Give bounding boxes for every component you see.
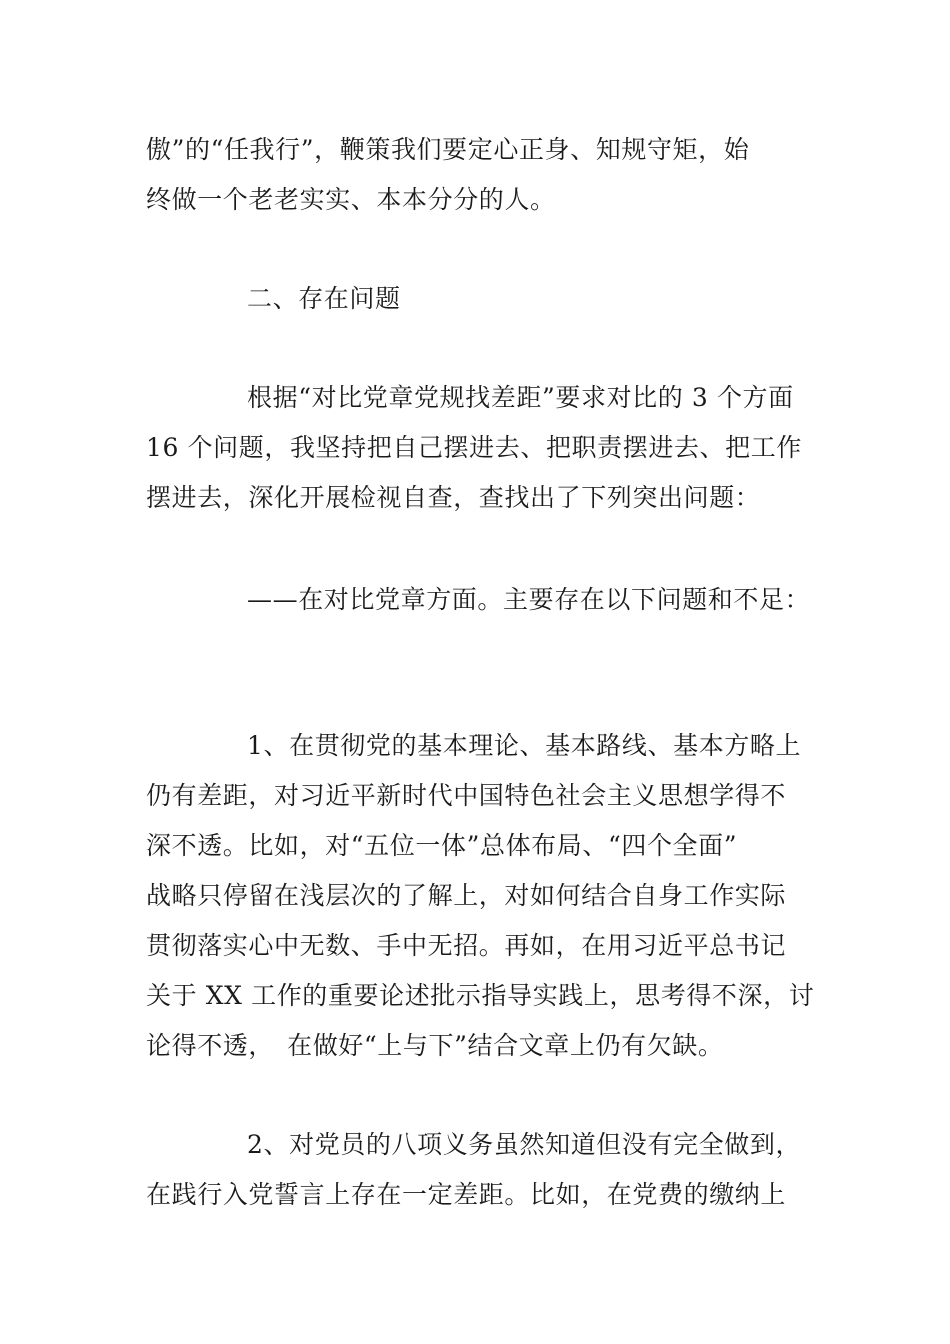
paragraph-line: 傲”的“任我行”，鞭策我们要定心正身、知规守矩，始 [146, 135, 750, 164]
paragraph-line: 贯彻落实心中无数、手中无招。再如，在用习近平总书记 [146, 931, 787, 960]
paragraph-line: 根据“对比党章党规找差距”要求对比的 3 个方面 [247, 383, 794, 412]
paragraph-line: 1、在贯彻党的基本理论、基本路线、基本方略上 [247, 731, 802, 760]
paragraph-line: 论得不透， 在做好“上与下”结合文章上仍有欠缺。 [146, 1031, 724, 1060]
paragraph-line: 关于 XX 工作的重要论述批示指导实践上，思考得不深，讨 [146, 981, 815, 1010]
paragraph-line: 16 个问题，我坚持把自己摆进去、把职责摆进去、把工作 [146, 433, 802, 462]
subheading: ——在对比党章方面。主要存在以下问题和不足： [247, 585, 811, 614]
paragraph-line: 在践行入党誓言上存在一定差距。比如，在党费的缴纳上 [146, 1180, 787, 1209]
paragraph-line: 摆进去，深化开展检视自查，查找出了下列突出问题： [146, 483, 761, 512]
paragraph-line: 深不透。比如，对“五位一体”总体布局、“四个全面” [146, 831, 738, 860]
section-heading: 二、存在问题 [247, 284, 401, 313]
paragraph-line: 仍有差距，对习近平新时代中国特色社会主义思想学得不 [146, 781, 787, 810]
paragraph-line: 战略只停留在浅层次的了解上，对如何结合自身工作实际 [146, 881, 787, 910]
paragraph-line: 2、对党员的八项义务虽然知道但没有完全做到， [247, 1130, 802, 1159]
paragraph-line: 终做一个老老实实、本本分分的人。 [146, 185, 556, 214]
